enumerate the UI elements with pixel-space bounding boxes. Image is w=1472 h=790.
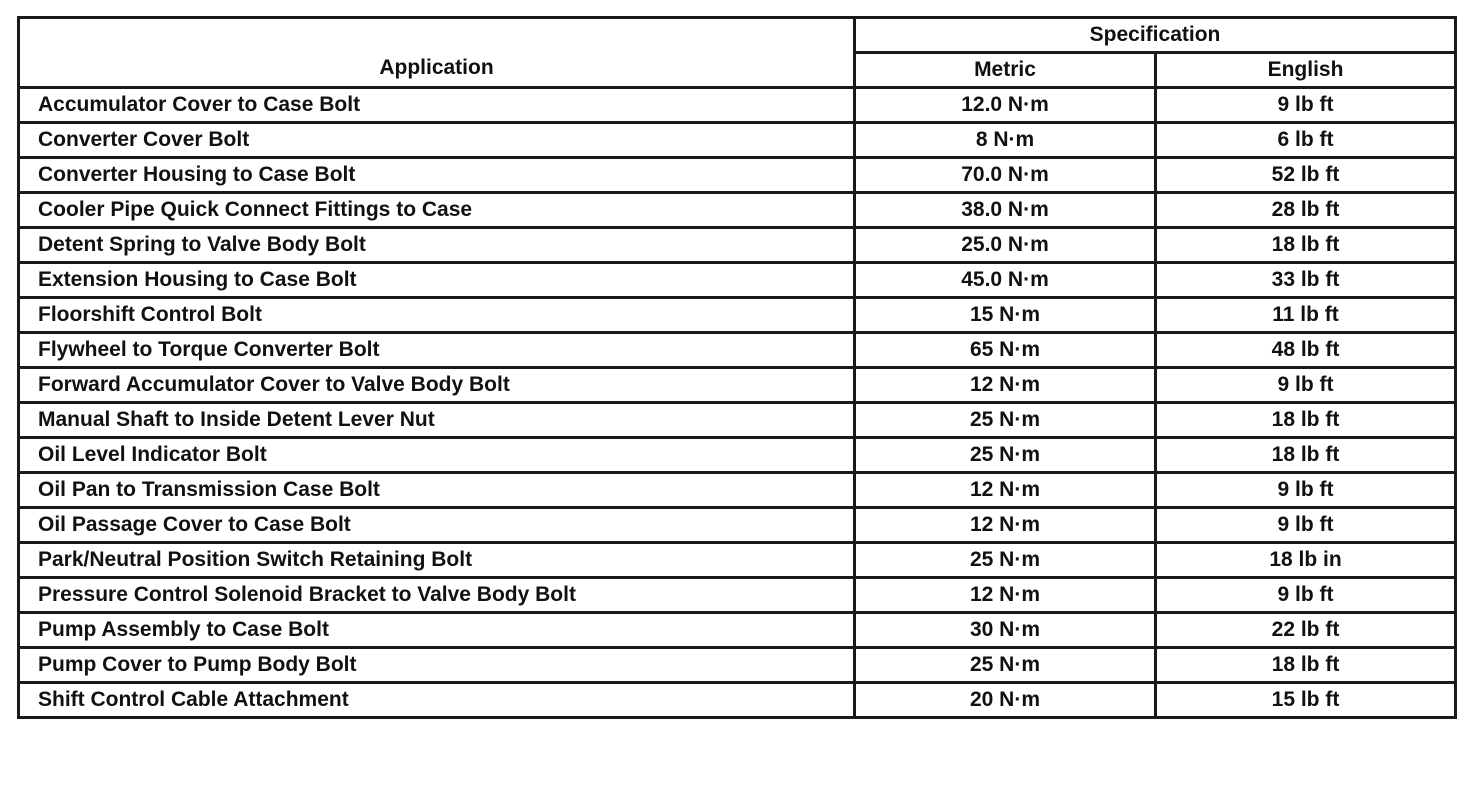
metric-cell: 12.0 N·m bbox=[855, 88, 1156, 123]
english-cell: 22 lb ft bbox=[1156, 613, 1456, 648]
table-row bbox=[19, 158, 1456, 193]
english-cell: 18 lb in bbox=[1156, 543, 1456, 578]
table-row bbox=[19, 508, 1456, 543]
application-cell: Shift Control Cable Attachment bbox=[19, 683, 855, 718]
application-cell: Pressure Control Solenoid Bracket to Valve Body Bolt bbox=[19, 578, 855, 613]
application-cell: Converter Cover Bolt bbox=[19, 123, 855, 158]
application-cell: Extension Housing to Case Bolt bbox=[19, 263, 855, 298]
metric-cell: 25 N·m bbox=[855, 543, 1156, 578]
application-cell: Detent Spring to Valve Body Bolt bbox=[19, 228, 855, 263]
table-row bbox=[19, 88, 1456, 123]
metric-cell: 8 N·m bbox=[855, 123, 1156, 158]
metric-cell: 30 N·m bbox=[855, 613, 1156, 648]
metric-cell: 12 N·m bbox=[855, 368, 1156, 403]
application-cell: Pump Assembly to Case Bolt bbox=[19, 613, 855, 648]
table-row bbox=[19, 368, 1456, 403]
english-cell: 6 lb ft bbox=[1156, 123, 1456, 158]
english-cell: 9 lb ft bbox=[1156, 88, 1456, 123]
application-cell: Converter Housing to Case Bolt bbox=[19, 158, 855, 193]
torque-spec-table bbox=[17, 16, 1457, 719]
application-cell: Manual Shaft to Inside Detent Lever Nut bbox=[19, 403, 855, 438]
english-cell: 9 lb ft bbox=[1156, 368, 1456, 403]
table-row bbox=[19, 648, 1456, 683]
metric-cell: 38.0 N·m bbox=[855, 193, 1156, 228]
table-row bbox=[19, 543, 1456, 578]
table-row bbox=[19, 473, 1456, 508]
table-header bbox=[19, 18, 1456, 88]
application-cell: Flywheel to Torque Converter Bolt bbox=[19, 333, 855, 368]
metric-header: Metric bbox=[855, 53, 1156, 88]
table-row bbox=[19, 123, 1456, 158]
metric-cell: 70.0 N·m bbox=[855, 158, 1156, 193]
metric-cell: 25 N·m bbox=[855, 438, 1156, 473]
metric-cell: 12 N·m bbox=[855, 508, 1156, 543]
english-cell: 18 lb ft bbox=[1156, 438, 1456, 473]
metric-cell: 15 N·m bbox=[855, 298, 1156, 333]
specification-header: Specification bbox=[855, 18, 1456, 53]
application-cell: Park/Neutral Position Switch Retaining Bolt bbox=[19, 543, 855, 578]
english-cell: 9 lb ft bbox=[1156, 578, 1456, 613]
table-row bbox=[19, 298, 1456, 333]
metric-cell: 65 N·m bbox=[855, 333, 1156, 368]
english-cell: 15 lb ft bbox=[1156, 683, 1456, 718]
application-cell: Oil Pan to Transmission Case Bolt bbox=[19, 473, 855, 508]
table-row bbox=[19, 613, 1456, 648]
english-cell: 11 lb ft bbox=[1156, 298, 1456, 333]
table-row bbox=[19, 333, 1456, 368]
table-row bbox=[19, 193, 1456, 228]
english-cell: 18 lb ft bbox=[1156, 228, 1456, 263]
table-row bbox=[19, 403, 1456, 438]
application-cell: Oil Level Indicator Bolt bbox=[19, 438, 855, 473]
english-cell: 52 lb ft bbox=[1156, 158, 1456, 193]
english-cell: 9 lb ft bbox=[1156, 473, 1456, 508]
english-header: English bbox=[1156, 53, 1456, 88]
table-row bbox=[19, 228, 1456, 263]
metric-cell: 25.0 N·m bbox=[855, 228, 1156, 263]
application-cell: Pump Cover to Pump Body Bolt bbox=[19, 648, 855, 683]
metric-cell: 25 N·m bbox=[855, 403, 1156, 438]
table-body bbox=[19, 88, 1456, 718]
header-row-top bbox=[19, 18, 1456, 53]
english-cell: 28 lb ft bbox=[1156, 193, 1456, 228]
application-cell: Forward Accumulator Cover to Valve Body Bolt bbox=[19, 368, 855, 403]
table-row bbox=[19, 438, 1456, 473]
english-cell: 18 lb ft bbox=[1156, 648, 1456, 683]
table-row bbox=[19, 578, 1456, 613]
english-cell: 18 lb ft bbox=[1156, 403, 1456, 438]
english-cell: 9 lb ft bbox=[1156, 508, 1456, 543]
english-cell: 33 lb ft bbox=[1156, 263, 1456, 298]
metric-cell: 45.0 N·m bbox=[855, 263, 1156, 298]
application-cell: Cooler Pipe Quick Connect Fittings to Case bbox=[19, 193, 855, 228]
metric-cell: 20 N·m bbox=[855, 683, 1156, 718]
english-cell: 48 lb ft bbox=[1156, 333, 1456, 368]
table-row bbox=[19, 683, 1456, 718]
application-cell: Accumulator Cover to Case Bolt bbox=[19, 88, 855, 123]
application-header: Application bbox=[19, 18, 855, 88]
application-cell: Oil Passage Cover to Case Bolt bbox=[19, 508, 855, 543]
metric-cell: 12 N·m bbox=[855, 473, 1156, 508]
metric-cell: 25 N·m bbox=[855, 648, 1156, 683]
table-row bbox=[19, 263, 1456, 298]
metric-cell: 12 N·m bbox=[855, 578, 1156, 613]
application-cell: Floorshift Control Bolt bbox=[19, 298, 855, 333]
